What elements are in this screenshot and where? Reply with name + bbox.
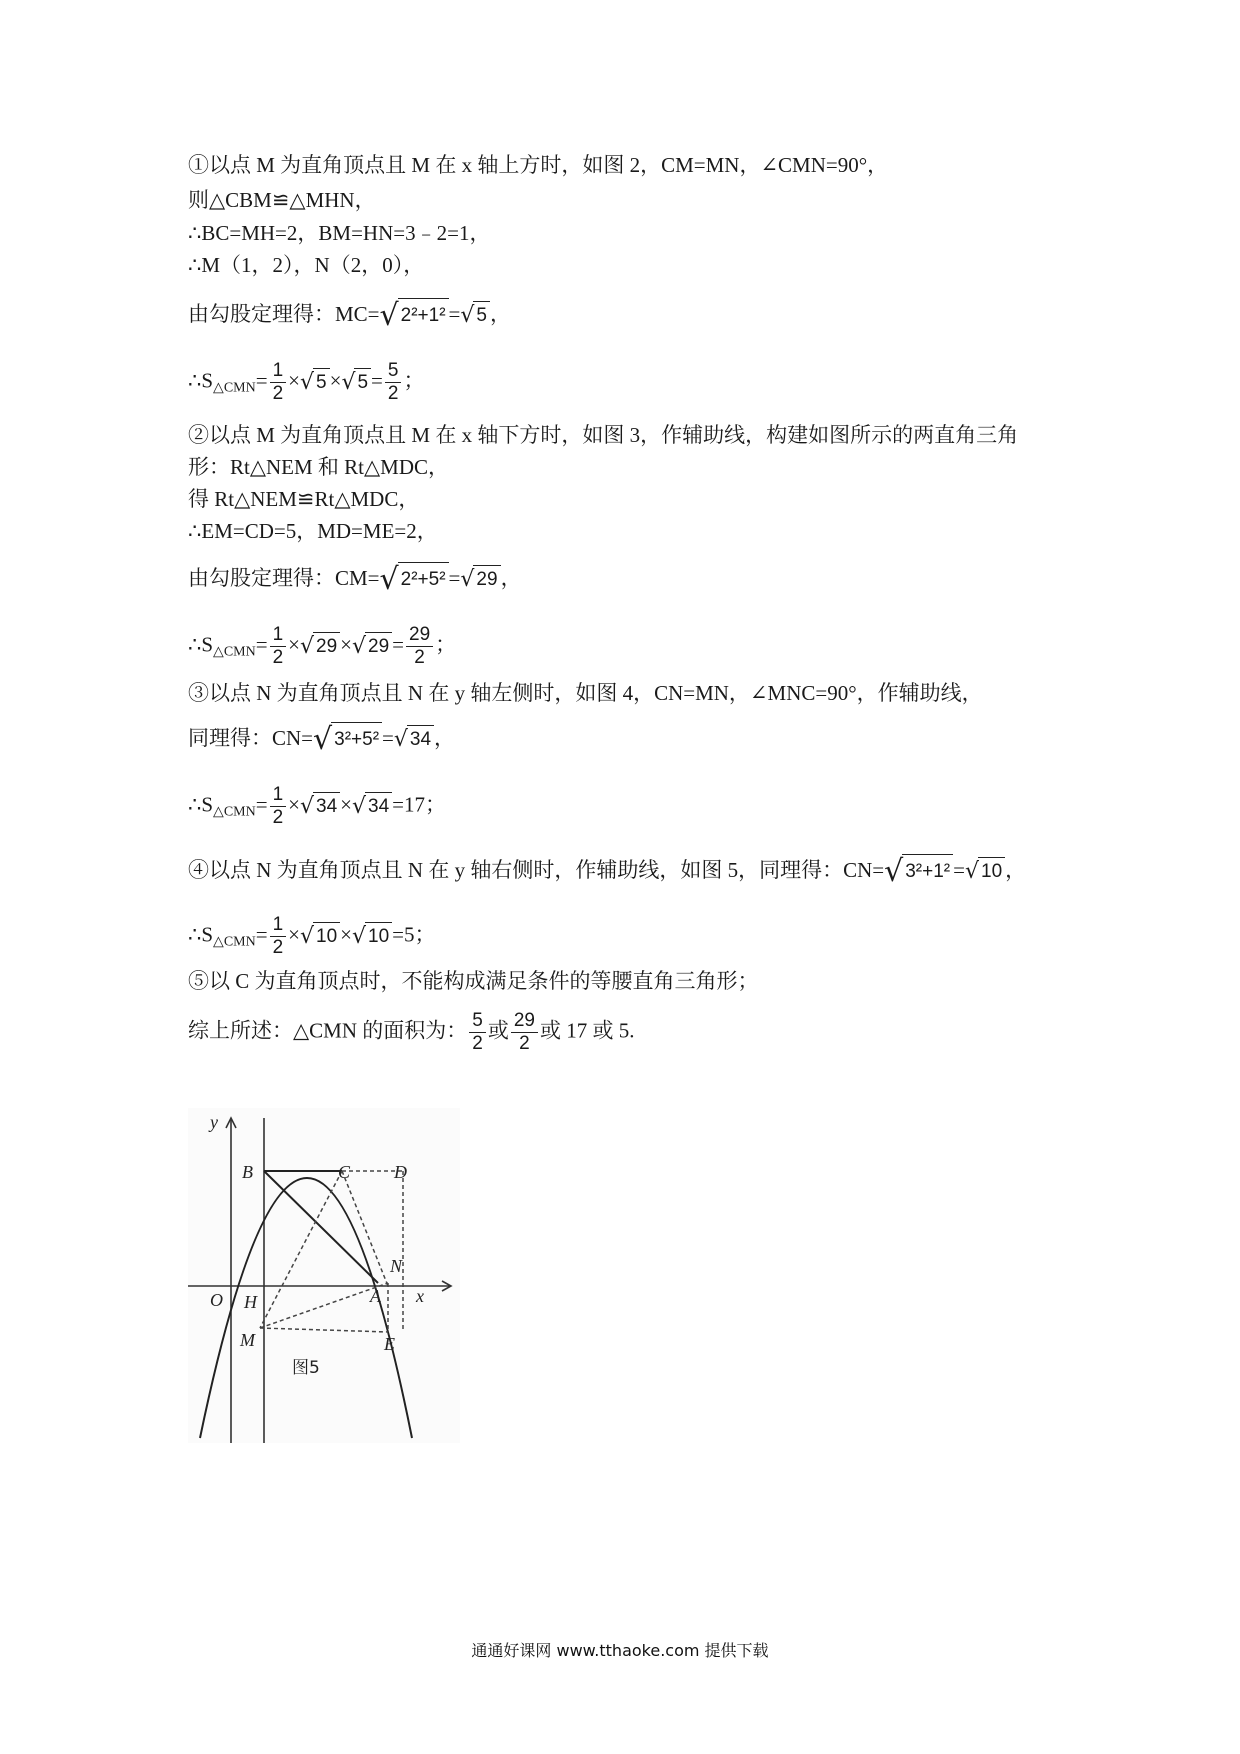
label-e: E [384,1334,395,1354]
pythagoras-line-cn: 同理得：CN= √ 3²+5² = √ 34 ， [188,722,456,757]
label-n: N [390,1256,403,1276]
label-o: O [210,1290,223,1310]
label-h: H [244,1292,257,1312]
label-y: y [210,1112,218,1132]
sqrt-expression: √ 5 [300,368,330,398]
sqrt-expression: √ 34 [300,792,340,822]
sqrt-expression: √ 2²+1² [380,298,449,334]
solution-case-3-line: ③以点 N 为直角顶点且 N 在 y 轴左侧时，如图 4，CN=MN，∠MNC=90°，作辅助线， [188,681,983,705]
sqrt-expression: √ 3²+1² [884,854,953,890]
solution-line: ∴BC=MH=2，BM=HN=3﹣2=1， [188,221,491,245]
label-x: x [416,1286,424,1306]
area-line-case-4: $\therefore S_{\triangle CMN}=$ $\frac{1}{2}$ × √ 10 × √ 10 =5； [188,914,436,958]
sqrt-expression: √ 29 [352,632,392,662]
sqrt-expression: √ 10 [352,922,392,952]
solution-line: 则△CBM≌△MHN， [188,188,376,212]
label-c: C [338,1162,351,1182]
fraction: $\frac{1}{2}$ [270,914,287,959]
fraction: $\frac{1}{2}$ [270,624,287,669]
solution-line: ∴M（1，2），N（2，0）， [188,253,425,277]
solution-case-4-line: ④以点 N 为直角顶点且 N 在 y 轴右侧时，作辅助线，如图 5，同理得：CN= √ 3²+1² = √ 10 ， [188,854,1027,889]
figure-5-svg [188,1108,460,1443]
area-line-case-3: $\therefore S_{\triangle CMN}=$ $\frac{1}{2}$ × √ 34 × √ 34 =17； [188,784,447,828]
fraction: $\frac{1}{2}$ [270,784,287,829]
area-line-case-1: $\therefore S_{\triangle CMN}=$ $\frac{1}{2}$ × √ 5 × √ 5 = $\frac{5}{2}$ ； [188,360,425,404]
conclusion-line: 综上所述：△CMN 的面积为： $\frac{5}{2}$ 或 $\frac{29}{2}$ 或 17 或 5. [188,1010,635,1054]
sqrt-expression: √ 34 [394,725,434,755]
sqrt-expression: √ 10 [965,857,1005,887]
label-d: D [394,1162,407,1182]
sqrt-expression: √ 5 [341,368,371,398]
label-m: M [240,1330,255,1350]
parabola-curve [200,1178,412,1438]
sqrt-expression: √ 29 [460,565,500,595]
fraction: $\frac{1}{2}$ [270,360,287,405]
fraction: $\frac{29}{2}$ [511,1010,538,1055]
page-footer: 通通好课网 www.tthaoke.com 提供下载 [471,1641,769,1660]
label-b: B [242,1162,253,1182]
fraction: $\frac{5}{2}$ [469,1010,486,1055]
solution-case-5-line: ⑤以 C 为直角顶点时，不能构成满足条件的等腰直角三角形； [188,969,759,993]
sqrt-expression: √ 5 [460,301,490,331]
fraction: $\frac{29}{2}$ [406,624,433,669]
solution-case-2-line: ②以点 M 为直角顶点且 M 在 x 轴下方时，如图 3，作辅助线，构建如图所示的两直角三角 [188,423,1019,447]
solution-case-1-line: ①以点 M 为直角顶点且 M 在 x 轴上方时，如图 2，CM=MN，∠CMN=90°， [188,153,889,177]
sqrt-expression: √ 3²+5² [313,722,382,758]
label-a: A [370,1286,381,1306]
sqrt-expression: √ 29 [300,632,340,662]
pythagoras-line-mc: 由勾股定理得：MC= √ 2²+1² = √ 5 ， [188,298,511,333]
area-line-case-2: $\therefore S_{\triangle CMN}=$ $\frac{1}{2}$ × √ 29 × √ 29 = $\frac{29}{2}$ ； [188,624,457,668]
segment-ba [264,1171,378,1283]
sqrt-expression: √ 10 [300,922,340,952]
fraction: $\frac{5}{2}$ [385,360,402,405]
pythagoras-line-cm: 由勾股定理得：CM= √ 2²+5² = √ 29 ， [188,562,522,597]
sqrt-expression: √ 2²+5² [380,562,449,598]
solution-line: ∴EM=CD=5，MD=ME=2， [188,519,438,543]
figure-caption: 图5 [292,1358,320,1378]
solution-line: 形：Rt△NEM 和 Rt△MDC， [188,455,449,479]
figure-5-diagram [188,1108,460,1443]
solution-line: 得 Rt△NEM≌Rt△MDC， [188,487,420,511]
sqrt-expression: √ 34 [352,792,392,822]
